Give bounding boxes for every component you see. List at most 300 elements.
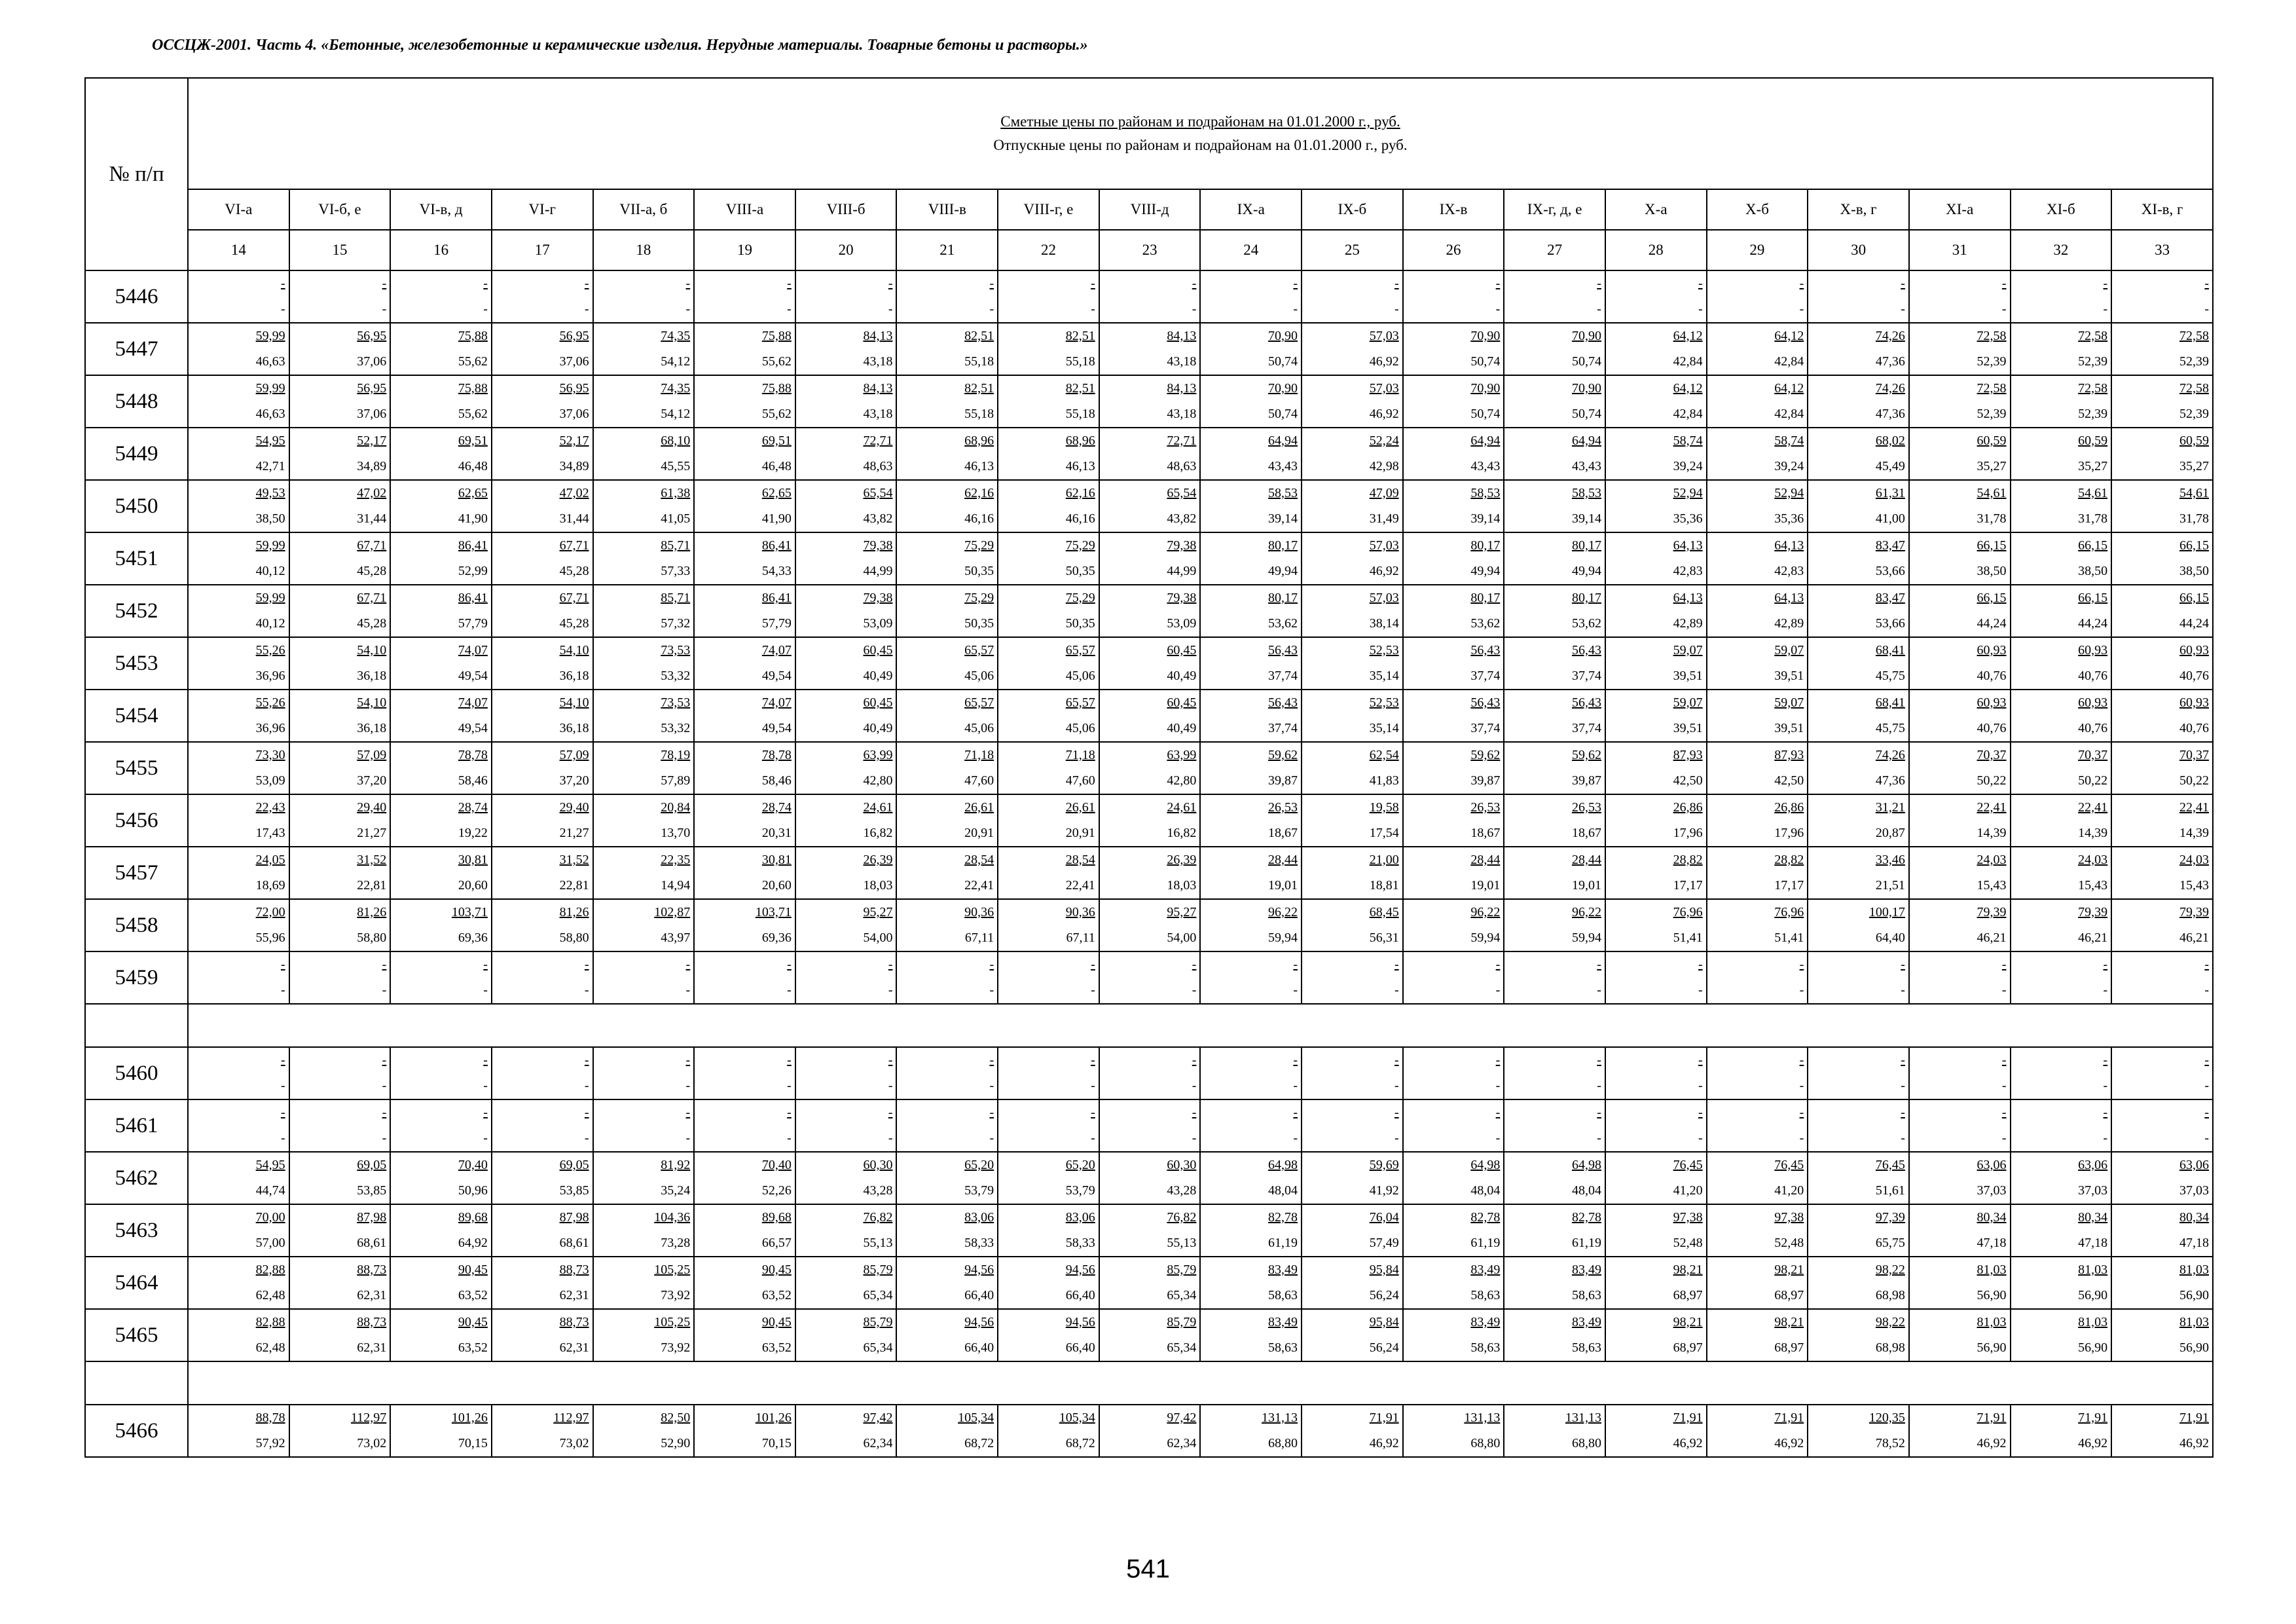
price-cell bbox=[1909, 270, 2011, 323]
table-title-release-prices: Отпускные цены по районам и подрайонам на 01.01.2000 г., руб. bbox=[993, 137, 1408, 153]
estimated-price: 22,41 bbox=[2078, 800, 2108, 815]
release-price: 39,51 bbox=[1774, 669, 1804, 683]
price-cell bbox=[998, 1405, 1099, 1457]
release-price: 62,34 bbox=[1167, 1436, 1197, 1450]
estimated-price: 69,05 bbox=[559, 1158, 589, 1172]
release-price: 52,39 bbox=[1977, 354, 2007, 369]
price-cell bbox=[1200, 1309, 1302, 1361]
release-price: 40,76 bbox=[2179, 669, 2209, 683]
estimated-price: 24,61 bbox=[863, 800, 893, 815]
estimated-price: 74,26 bbox=[1875, 381, 1905, 396]
release-price: 35,24 bbox=[661, 1183, 691, 1198]
estimated-price: 68,41 bbox=[1875, 643, 1905, 657]
price-cell bbox=[492, 532, 593, 585]
release-price: 43,28 bbox=[1167, 1183, 1197, 1198]
estimated-price: 82,78 bbox=[1268, 1210, 1298, 1225]
estimated-price: 31,52 bbox=[357, 853, 387, 867]
estimated-price: 59,07 bbox=[1774, 695, 1804, 710]
price-cell bbox=[795, 742, 897, 794]
estimated-price: - bbox=[1698, 1053, 1703, 1067]
release-price: 48,04 bbox=[1470, 1183, 1501, 1198]
price-cell bbox=[289, 270, 391, 323]
estimated-price: 83,47 bbox=[1875, 538, 1905, 553]
estimated-price: 59,07 bbox=[1774, 643, 1804, 657]
price-cell bbox=[289, 847, 391, 899]
column-number-cell: 18 bbox=[593, 230, 695, 270]
release-price: - bbox=[483, 983, 488, 997]
release-price: 21,27 bbox=[559, 826, 589, 840]
release-price: - bbox=[1901, 1079, 1905, 1093]
price-cell bbox=[2111, 1257, 2213, 1309]
row-number: 5451 bbox=[85, 532, 188, 585]
estimated-price: 54,61 bbox=[2179, 486, 2209, 500]
estimated-price: 82,78 bbox=[1470, 1210, 1501, 1225]
estimated-price: 74,35 bbox=[661, 381, 691, 396]
estimated-price: 82,78 bbox=[1571, 1210, 1601, 1225]
price-cell bbox=[289, 1099, 391, 1152]
price-cell bbox=[289, 637, 391, 690]
price-cell bbox=[1302, 1405, 1403, 1457]
price-cell bbox=[795, 951, 897, 1004]
release-price: 66,40 bbox=[964, 1288, 994, 1302]
price-cell bbox=[1200, 1152, 1302, 1204]
price-cell bbox=[1808, 585, 1909, 637]
estimated-price: 54,61 bbox=[2078, 486, 2108, 500]
estimated-price: 58,53 bbox=[1268, 486, 1298, 500]
release-price: - bbox=[1394, 983, 1399, 997]
price-cell bbox=[795, 270, 897, 323]
column-number-cell: 19 bbox=[694, 230, 795, 270]
release-price: 44,74 bbox=[255, 1183, 285, 1198]
price-cell bbox=[1403, 323, 1504, 375]
release-price: - bbox=[1192, 302, 1197, 316]
estimated-price: 56,95 bbox=[559, 381, 589, 396]
estimated-price: 89,68 bbox=[761, 1210, 792, 1225]
release-price: 58,63 bbox=[1571, 1288, 1601, 1302]
release-price: 58,63 bbox=[1268, 1340, 1298, 1355]
release-price: 42,50 bbox=[1673, 773, 1703, 788]
estimated-price: 97,38 bbox=[1673, 1210, 1703, 1225]
release-price: 43,82 bbox=[863, 511, 893, 526]
release-price: 35,14 bbox=[1369, 721, 1399, 735]
price-cell bbox=[390, 1405, 492, 1457]
row-number: 5462 bbox=[85, 1152, 188, 1204]
price-cell bbox=[694, 532, 795, 585]
row-number: 5450 bbox=[85, 480, 188, 532]
estimated-price: 26,86 bbox=[1774, 800, 1804, 815]
price-cell bbox=[289, 1204, 391, 1257]
release-price: 46,21 bbox=[1977, 931, 2007, 945]
release-price: 14,39 bbox=[2179, 826, 2209, 840]
price-cell bbox=[1200, 480, 1302, 532]
price-cell bbox=[694, 951, 795, 1004]
price-cell bbox=[1200, 1204, 1302, 1257]
release-price: 52,39 bbox=[1977, 407, 2007, 421]
estimated-price: 28,44 bbox=[1571, 853, 1601, 867]
estimated-price: 54,10 bbox=[559, 643, 589, 657]
price-cell bbox=[188, 1204, 289, 1257]
price-cell bbox=[896, 951, 998, 1004]
release-price: 54,00 bbox=[863, 931, 893, 945]
price-cell bbox=[1302, 847, 1403, 899]
release-price: - bbox=[382, 983, 387, 997]
release-price: - bbox=[280, 1079, 285, 1093]
table-row bbox=[85, 1257, 2213, 1309]
price-cell bbox=[1200, 1099, 1302, 1152]
estimated-price: 81,03 bbox=[1977, 1263, 2007, 1277]
estimated-price: 74,35 bbox=[661, 329, 691, 343]
price-cell bbox=[1200, 1405, 1302, 1457]
release-price: 57,89 bbox=[661, 773, 691, 788]
release-price: 15,43 bbox=[1977, 878, 2007, 893]
release-price: 22,81 bbox=[357, 878, 387, 893]
document-header: ОССЦЖ-2001. Часть 4. «Бетонные, железобетонные и керамические изделия. Нерудные материалы. Товарные бетоны и растворы.» bbox=[152, 37, 1088, 54]
price-cell bbox=[1403, 585, 1504, 637]
release-price: 55,62 bbox=[458, 407, 488, 421]
release-price: - bbox=[685, 1131, 691, 1145]
price-cell bbox=[998, 1152, 1099, 1204]
estimated-price: - bbox=[1901, 276, 1905, 291]
estimated-price: 76,45 bbox=[1875, 1158, 1905, 1172]
estimated-price: 54,10 bbox=[357, 643, 387, 657]
price-cell bbox=[795, 428, 897, 480]
table-row bbox=[85, 742, 2213, 794]
estimated-price: 84,13 bbox=[863, 381, 893, 396]
price-cell bbox=[1707, 270, 1808, 323]
release-price: 36,96 bbox=[255, 721, 285, 735]
release-price: 13,70 bbox=[661, 826, 691, 840]
estimated-price: - bbox=[1394, 276, 1399, 291]
price-cell bbox=[593, 690, 695, 742]
estimated-price: 71,91 bbox=[1673, 1411, 1703, 1425]
price-cell bbox=[1099, 532, 1201, 585]
release-price: - bbox=[1799, 1131, 1804, 1145]
release-price: 56,24 bbox=[1369, 1340, 1399, 1355]
release-price: 18,67 bbox=[1268, 826, 1298, 840]
release-price: - bbox=[787, 302, 792, 316]
row-number: 5455 bbox=[85, 742, 188, 794]
release-price: 68,80 bbox=[1470, 1436, 1501, 1450]
estimated-price: 70,40 bbox=[761, 1158, 792, 1172]
price-cell bbox=[1403, 428, 1504, 480]
price-cell bbox=[694, 899, 795, 951]
release-price: 46,48 bbox=[458, 459, 488, 473]
estimated-price: 57,03 bbox=[1369, 591, 1399, 605]
price-cell bbox=[1099, 1099, 1201, 1152]
estimated-price: 56,43 bbox=[1470, 643, 1501, 657]
estimated-price: 57,03 bbox=[1369, 381, 1399, 396]
price-cell bbox=[1808, 1309, 1909, 1361]
price-cell bbox=[1200, 532, 1302, 585]
estimated-price: - bbox=[2103, 957, 2108, 972]
release-price: 67,11 bbox=[1066, 931, 1095, 945]
estimated-price: 29,40 bbox=[559, 800, 589, 815]
release-price: 50,74 bbox=[1268, 354, 1298, 369]
region-header-cell: VIII-а bbox=[694, 189, 795, 230]
release-price: 36,18 bbox=[357, 721, 387, 735]
estimated-price: 62,65 bbox=[761, 486, 792, 500]
release-price: - bbox=[787, 1079, 792, 1093]
estimated-price: 60,45 bbox=[1167, 643, 1197, 657]
estimated-price: 60,45 bbox=[863, 695, 893, 710]
estimated-price: 28,74 bbox=[458, 800, 488, 815]
release-price: 46,63 bbox=[255, 407, 285, 421]
release-price: - bbox=[1091, 1131, 1095, 1145]
release-price: 34,89 bbox=[357, 459, 387, 473]
estimated-price: 52,17 bbox=[357, 434, 387, 448]
release-price: 37,74 bbox=[1571, 721, 1601, 735]
estimated-price: 69,51 bbox=[458, 434, 488, 448]
price-cell bbox=[1302, 1099, 1403, 1152]
estimated-price: 97,39 bbox=[1875, 1210, 1905, 1225]
price-cell bbox=[896, 1405, 998, 1457]
release-price: 68,97 bbox=[1774, 1340, 1804, 1355]
price-cell bbox=[1707, 794, 1808, 847]
price-cell bbox=[1099, 1405, 1201, 1457]
release-price: 63,52 bbox=[761, 1340, 792, 1355]
release-price: - bbox=[2204, 302, 2209, 316]
row-number: 5461 bbox=[85, 1099, 188, 1152]
price-cell bbox=[694, 375, 795, 428]
estimated-price: - bbox=[483, 1053, 488, 1067]
release-price: 17,43 bbox=[255, 826, 285, 840]
estimated-price: 56,43 bbox=[1571, 695, 1601, 710]
price-cell bbox=[188, 951, 289, 1004]
price-cell bbox=[1707, 1257, 1808, 1309]
price-cell bbox=[795, 1309, 897, 1361]
release-price: 38,50 bbox=[2078, 564, 2108, 578]
price-cell bbox=[289, 1405, 391, 1457]
release-price: 68,97 bbox=[1673, 1340, 1703, 1355]
estimated-price: 66,15 bbox=[2078, 591, 2108, 605]
row-number: 5458 bbox=[85, 899, 188, 951]
table-gap-row bbox=[85, 1004, 2213, 1047]
estimated-price: - bbox=[280, 1105, 285, 1120]
price-cell bbox=[1909, 1047, 2011, 1099]
price-cell bbox=[1099, 690, 1201, 742]
region-header-cell: VI-г bbox=[492, 189, 593, 230]
release-price: 53,32 bbox=[661, 669, 691, 683]
release-price: 46,21 bbox=[2179, 931, 2209, 945]
price-cell bbox=[1808, 1047, 1909, 1099]
price-cell bbox=[2111, 742, 2213, 794]
price-cell bbox=[1302, 1257, 1403, 1309]
price-cell bbox=[188, 1047, 289, 1099]
price-cell bbox=[1504, 480, 1605, 532]
price-cell bbox=[1099, 742, 1201, 794]
price-cell bbox=[694, 428, 795, 480]
release-price: 50,74 bbox=[1571, 407, 1601, 421]
estimated-price: - bbox=[2204, 957, 2209, 972]
release-price: 49,94 bbox=[1571, 564, 1601, 578]
estimated-price: 59,99 bbox=[255, 329, 285, 343]
estimated-price: 90,45 bbox=[458, 1315, 488, 1329]
price-cell bbox=[1403, 794, 1504, 847]
release-price: 49,54 bbox=[761, 721, 792, 735]
estimated-price: 83,49 bbox=[1268, 1263, 1298, 1277]
estimated-price: 94,56 bbox=[1065, 1315, 1095, 1329]
release-price: - bbox=[1698, 983, 1703, 997]
estimated-price: 26,53 bbox=[1571, 800, 1601, 815]
estimated-price: 58,53 bbox=[1470, 486, 1501, 500]
release-price: - bbox=[2204, 1079, 2209, 1093]
price-cell bbox=[188, 1405, 289, 1457]
release-price: - bbox=[280, 983, 285, 997]
release-price: 47,36 bbox=[1875, 773, 1905, 788]
estimated-price: - bbox=[1192, 1053, 1197, 1067]
estimated-price: 75,88 bbox=[761, 329, 792, 343]
release-price: 19,01 bbox=[1268, 878, 1298, 893]
price-cell bbox=[1302, 1152, 1403, 1204]
estimated-price: 85,79 bbox=[863, 1263, 893, 1277]
estimated-price: - bbox=[787, 276, 792, 291]
release-price: 36,18 bbox=[559, 669, 589, 683]
estimated-price: 80,17 bbox=[1268, 538, 1298, 553]
estimated-price: 75,29 bbox=[1065, 591, 1095, 605]
release-price: 43,97 bbox=[661, 931, 691, 945]
estimated-price: 26,61 bbox=[1065, 800, 1095, 815]
release-price: 47,18 bbox=[1977, 1236, 2007, 1250]
release-price: - bbox=[280, 302, 285, 316]
release-price: 42,89 bbox=[1774, 616, 1804, 631]
release-price: 20,91 bbox=[1065, 826, 1095, 840]
release-price: 14,39 bbox=[1977, 826, 2007, 840]
table-row bbox=[85, 1099, 2213, 1152]
price-cell bbox=[492, 637, 593, 690]
release-price: 65,34 bbox=[863, 1288, 893, 1302]
estimated-price: 75,29 bbox=[964, 538, 994, 553]
release-price: - bbox=[1394, 1131, 1399, 1145]
price-cell bbox=[593, 585, 695, 637]
price-cell bbox=[896, 899, 998, 951]
price-cell bbox=[795, 847, 897, 899]
table-row bbox=[85, 1405, 2213, 1457]
price-cell bbox=[1808, 480, 1909, 532]
release-price: 66,40 bbox=[1065, 1288, 1095, 1302]
estimated-price: 31,21 bbox=[1875, 800, 1905, 815]
estimated-price: 105,34 bbox=[958, 1411, 994, 1425]
release-price: 14,39 bbox=[2078, 826, 2108, 840]
estimated-price: 64,12 bbox=[1774, 329, 1804, 343]
estimated-price: 120,35 bbox=[1868, 1411, 1905, 1425]
estimated-price: - bbox=[382, 957, 387, 972]
price-cell bbox=[896, 794, 998, 847]
release-price: 58,33 bbox=[1065, 1236, 1095, 1250]
estimated-price: 72,71 bbox=[863, 434, 893, 448]
price-cell bbox=[2011, 1152, 2112, 1204]
estimated-price: 82,88 bbox=[255, 1315, 285, 1329]
estimated-price: 26,39 bbox=[863, 853, 893, 867]
estimated-price: 54,95 bbox=[255, 434, 285, 448]
estimated-price: 81,26 bbox=[357, 905, 387, 919]
price-cell bbox=[1099, 1309, 1201, 1361]
release-price: 40,49 bbox=[863, 721, 893, 735]
estimated-price: 60,93 bbox=[1977, 695, 2007, 710]
estimated-price: - bbox=[382, 276, 387, 291]
estimated-price: 78,78 bbox=[458, 748, 488, 762]
estimated-price: 57,03 bbox=[1369, 538, 1399, 553]
price-cell bbox=[2011, 794, 2112, 847]
estimated-price: 58,74 bbox=[1774, 434, 1804, 448]
release-price: 42,84 bbox=[1673, 407, 1703, 421]
estimated-price: 24,03 bbox=[2179, 853, 2209, 867]
price-cell bbox=[1707, 480, 1808, 532]
price-cell bbox=[1302, 585, 1403, 637]
estimated-price: 68,45 bbox=[1369, 905, 1399, 919]
release-price: - bbox=[1799, 1079, 1804, 1093]
price-cell bbox=[1200, 690, 1302, 742]
estimated-price: 56,95 bbox=[357, 381, 387, 396]
price-cell bbox=[694, 323, 795, 375]
estimated-price: 56,43 bbox=[1268, 695, 1298, 710]
estimated-price: 86,41 bbox=[761, 538, 792, 553]
column-number-row bbox=[85, 230, 2213, 270]
table-title bbox=[188, 78, 2213, 189]
estimated-price: 82,51 bbox=[964, 329, 994, 343]
estimated-price: 64,13 bbox=[1673, 591, 1703, 605]
price-cell bbox=[593, 1099, 695, 1152]
region-header-cell: XI-а bbox=[1909, 189, 2011, 230]
price-cell bbox=[795, 1099, 897, 1152]
estimated-price: - bbox=[2001, 1053, 2007, 1067]
release-price: 38,50 bbox=[1977, 564, 2007, 578]
estimated-price: 88,73 bbox=[357, 1263, 387, 1277]
release-price: 68,97 bbox=[1673, 1288, 1703, 1302]
estimated-price: 95,84 bbox=[1369, 1315, 1399, 1329]
price-cell bbox=[1302, 637, 1403, 690]
price-cell bbox=[492, 323, 593, 375]
release-price: - bbox=[787, 1131, 792, 1145]
release-price: 55,18 bbox=[1065, 354, 1095, 369]
price-cell bbox=[289, 585, 391, 637]
price-cell bbox=[390, 585, 492, 637]
release-price: 68,97 bbox=[1774, 1288, 1804, 1302]
release-price: 55,62 bbox=[761, 407, 792, 421]
estimated-price: - bbox=[989, 276, 994, 291]
release-price: 57,33 bbox=[661, 564, 691, 578]
price-cell bbox=[1200, 270, 1302, 323]
release-price: 46,92 bbox=[1977, 1436, 2007, 1450]
estimated-price: 81,92 bbox=[661, 1158, 691, 1172]
release-price: 55,62 bbox=[761, 354, 792, 369]
price-cell bbox=[593, 899, 695, 951]
release-price: - bbox=[1394, 302, 1399, 316]
estimated-price: 95,27 bbox=[1167, 905, 1197, 919]
estimated-price: 28,82 bbox=[1673, 853, 1703, 867]
release-price: - bbox=[1597, 1079, 1601, 1093]
release-price: 56,90 bbox=[2179, 1288, 2209, 1302]
release-price: 50,35 bbox=[1065, 616, 1095, 631]
release-price: 38,14 bbox=[1369, 616, 1399, 631]
estimated-price: 56,95 bbox=[559, 329, 589, 343]
release-price: - bbox=[1597, 1131, 1601, 1145]
estimated-price: - bbox=[1698, 957, 1703, 972]
release-price: - bbox=[1091, 1079, 1095, 1093]
estimated-price: - bbox=[888, 276, 893, 291]
release-price: 18,81 bbox=[1369, 878, 1399, 893]
price-cell bbox=[1909, 1257, 2011, 1309]
estimated-price: 90,45 bbox=[761, 1315, 792, 1329]
estimated-price: 28,54 bbox=[964, 853, 994, 867]
release-price: 55,96 bbox=[255, 931, 285, 945]
release-price: 50,74 bbox=[1268, 407, 1298, 421]
price-cell bbox=[896, 847, 998, 899]
release-price: - bbox=[584, 1079, 589, 1093]
release-price: 38,50 bbox=[2179, 564, 2209, 578]
estimated-price: 59,99 bbox=[255, 591, 285, 605]
price-cell bbox=[593, 951, 695, 1004]
price-cell bbox=[1909, 1099, 2011, 1152]
